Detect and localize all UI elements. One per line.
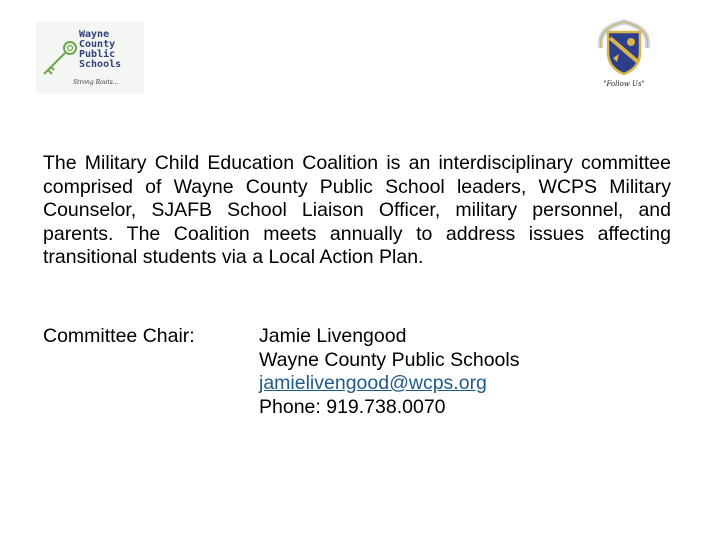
- chair-name: Jamie Livengood: [259, 325, 407, 347]
- wcps-logo-line: Wayne: [79, 29, 110, 40]
- chair-phone: Phone: 919.738.0070: [259, 395, 446, 418]
- chair-organization: Wayne County Public Schools: [259, 348, 520, 371]
- crest-motto: "Follow Us": [603, 80, 645, 88]
- wcps-logo: [36, 22, 144, 94]
- wcps-logo-line: County: [79, 39, 116, 50]
- wcps-logo-tagline: Strong Roots...: [73, 79, 119, 86]
- coalition-description: The Military Child Education Coalition is an interdisciplinary committee comprised of Wayne County Public School leaders, WCPS Military Counselor, SJAFB School Liaison Officer, military personnel, and parents. The Coalition meets annually to address issues affecting transitional students via a Local Action Plan.: [43, 152, 671, 268]
- crest-icon: [595, 18, 653, 80]
- chair-email-link[interactable]: jamielivengood@wcps.org: [259, 372, 487, 394]
- key-icon: [40, 40, 78, 80]
- committee-chair-label: Committee Chair:: [43, 325, 195, 347]
- committee-chair-details: [259, 325, 520, 419]
- wcps-logo-line: Public: [79, 49, 116, 60]
- wcps-logo-text: [79, 30, 121, 70]
- wcps-logo-line: Schools: [79, 59, 122, 70]
- sjafb-crest-logo: [595, 18, 653, 92]
